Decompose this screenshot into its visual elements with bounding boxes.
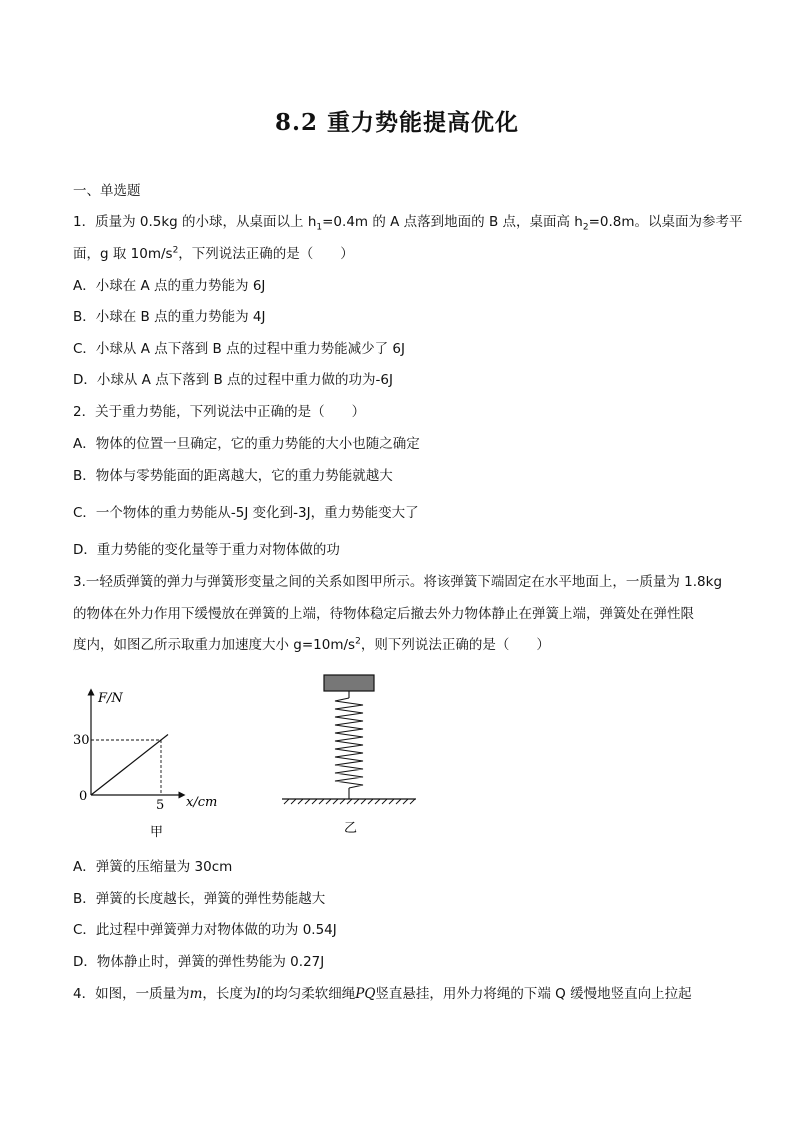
q4-stem-line1: 4．如图，一质量为m，长度为l的均匀柔软细绳PQ竖直悬挂，用外力将绳的下端 Q 缓慢地竖直向上拉起 <box>73 986 692 1002</box>
mass-block <box>324 675 374 691</box>
q3-option-d: D．物体静止时，弹簧的弹性势能为 0.27J <box>73 954 325 970</box>
y-tick-label: 30 <box>73 733 90 748</box>
q1-option-d: D．小球从 A 点下落到 B 点的过程中重力做的功为-6J <box>73 372 393 388</box>
origin-label: 0 <box>79 789 88 804</box>
force-displacement-graph <box>70 684 240 844</box>
q3-option-a: A．弹簧的压缩量为 30cm <box>73 859 233 875</box>
q3-stem-line2: 的物体在外力作用下缓慢放在弹簧的上端，待物体稳定后撤去外力物体静止在弹簧上端，弹簧处在弹性限 <box>73 606 694 622</box>
q2-option-b: B．物体与零势能面的距离越大，它的重力势能就越大 <box>73 468 393 484</box>
section-heading: 一、单选题 <box>73 183 141 199</box>
q1-option-a: A．小球在 A 点的重力势能为 6J <box>73 278 266 294</box>
ground-hatching <box>284 799 415 804</box>
x-tick-label: 5 <box>156 798 165 813</box>
q3-option-c: C．此过程中弹簧弹力对物体做的功为 0.54J <box>73 922 337 938</box>
q1-option-b: B．小球在 B 点的重力势能为 4J <box>73 309 266 325</box>
q1-stem-line2: 面，g 取 $10m/s^2$，下列说法正确的是（ ） <box>73 245 354 262</box>
q3-stem-line1: 3.一轻质弹簧的弹力与弹簧形变量之间的关系如图甲所示。将该弹簧下端固定在水平地面上，一质量为 1.8kg <box>73 574 723 590</box>
spring-diagram <box>276 670 426 840</box>
q2-option-a: A．物体的位置一旦确定，它的重力势能的大小也随之确定 <box>73 436 420 452</box>
q2-option-c: C．一个物体的重力势能从-5J 变化到-3J，重力势能变大了 <box>73 505 419 521</box>
q1-stem-line1: 1．质量为 0.5kg 的小球，从桌面以上 $h_1=0.4m$ 的 A 点落到地面的 B 点，桌面高 $h_2=0.8m$。以桌面为参考平 <box>73 214 743 233</box>
spring-coil <box>335 698 363 788</box>
force-line <box>91 735 168 796</box>
spring-caption: 乙 <box>344 821 358 836</box>
page-title: 8.2 重力势能提高优化 <box>274 109 520 136</box>
q2-option-d: D．重力势能的变化量等于重力对物体做的功 <box>73 542 340 558</box>
graph-caption: 甲 <box>150 825 164 840</box>
q3-stem-line3: 度内，如图乙所示取重力加速度大小 $g=10m/s^2$，则下列说法正确的是（ ） <box>73 636 550 653</box>
x-axis-label: x/cm <box>186 795 218 810</box>
y-axis-label: F/N <box>98 691 123 706</box>
q3-option-b: B．弹簧的长度越长，弹簧的弹性势能越大 <box>73 891 326 907</box>
q1-option-c: C．小球从 A 点下落到 B 点的过程中重力势能减少了 6J <box>73 341 405 357</box>
q2-stem: 2．关于重力势能，下列说法中正确的是（ ） <box>73 404 366 420</box>
